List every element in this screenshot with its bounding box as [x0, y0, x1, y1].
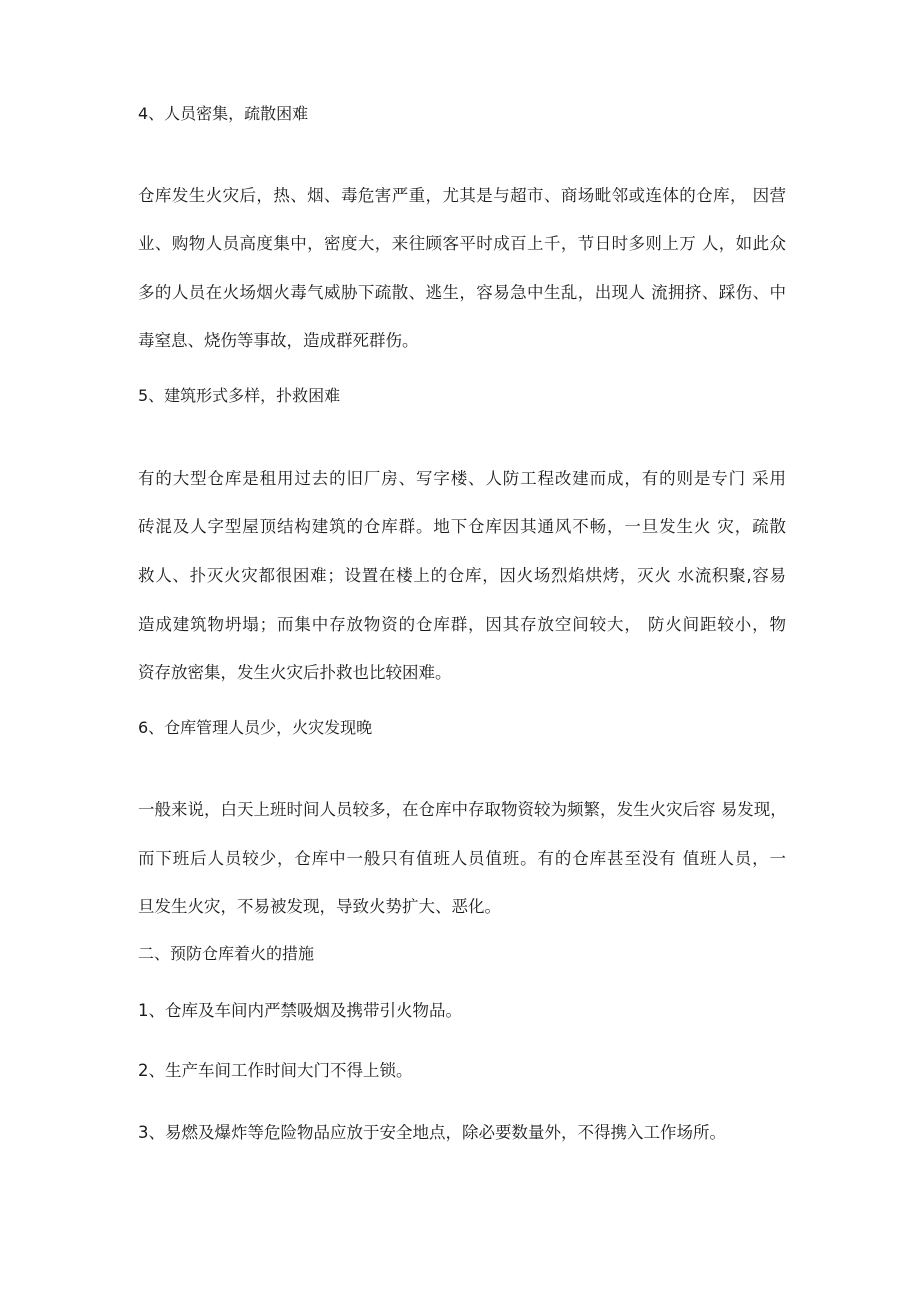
section-5-line-1: 有的大型仓库是租用过去的旧厂房、写字楼、人防工程改建而成，有的则是专门 采用 — [138, 469, 786, 488]
measures-title: 二、预防仓库着火的措施 — [138, 944, 315, 963]
section-6-heading: 6、仓库管理人员少，火灾发现晚 — [138, 718, 373, 737]
section-4-line-2: 业、购物人员高度集中，密度大，来往顾客平时成百上千，节日时多则上万 人，如此众 — [138, 234, 786, 253]
section-4-line-3: 多的人员在火场烟火毒气威胁下疏散、逃生，容易急中生乱，出现人 流拥挤、踩伤、中 — [138, 283, 786, 302]
section-4-line-1: 仓库发生火灾后，热、烟、毒危害严重，尤其是与超市、商场毗邻或连体的仓库， 因营 — [138, 186, 786, 205]
section-6-line-1: 一般来说，白天上班时间人员较多，在仓库中存取物资较为频繁，发生火灾后容 易发现， — [138, 800, 787, 819]
section-4-heading: 4、人员密集，疏散困难 — [138, 104, 309, 123]
section-6-line-3: 旦发生火灾，不易被发现，导致火势扩大、恶化。 — [138, 897, 501, 916]
section-5-heading: 5、建筑形式多样，扑救困难 — [138, 386, 341, 405]
section-5-line-3: 救人、扑灭火灾都很困难；设置在楼上的仓库，因火场烈焰烘烤，灭火 水流积聚,容易 — [138, 566, 786, 585]
measure-item-1: 1、仓库及车间内严禁吸烟及携带引火物品。 — [138, 1001, 462, 1020]
section-4-line-4: 毒窒息、烧伤等事故，造成群死群伤。 — [138, 331, 419, 350]
section-5-line-4: 造成建筑物坍塌；而集中存放物资的仓库群，因其存放空间较大， 防火间距较小，物 — [138, 615, 786, 634]
section-6-line-2: 而下班后人员较少，仓库中一般只有值班人员值班。有的仓库甚至没有 值班人员，一 — [138, 849, 786, 868]
measure-item-2: 2、生产车间工作时间大门不得上锁。 — [138, 1061, 413, 1080]
section-5-line-5: 资存放密集，发生火灾后扑救也比较困难。 — [138, 663, 452, 682]
measure-item-3: 3、易燃及爆炸等危险物品应放于安全地点，除必要数量外，不得携入工作场所。 — [138, 1123, 726, 1142]
section-5-line-2: 砖混及人字型屋顶结构建筑的仓库群。地下仓库因其通风不畅，一旦发生火 灾，疏散 — [138, 517, 786, 536]
